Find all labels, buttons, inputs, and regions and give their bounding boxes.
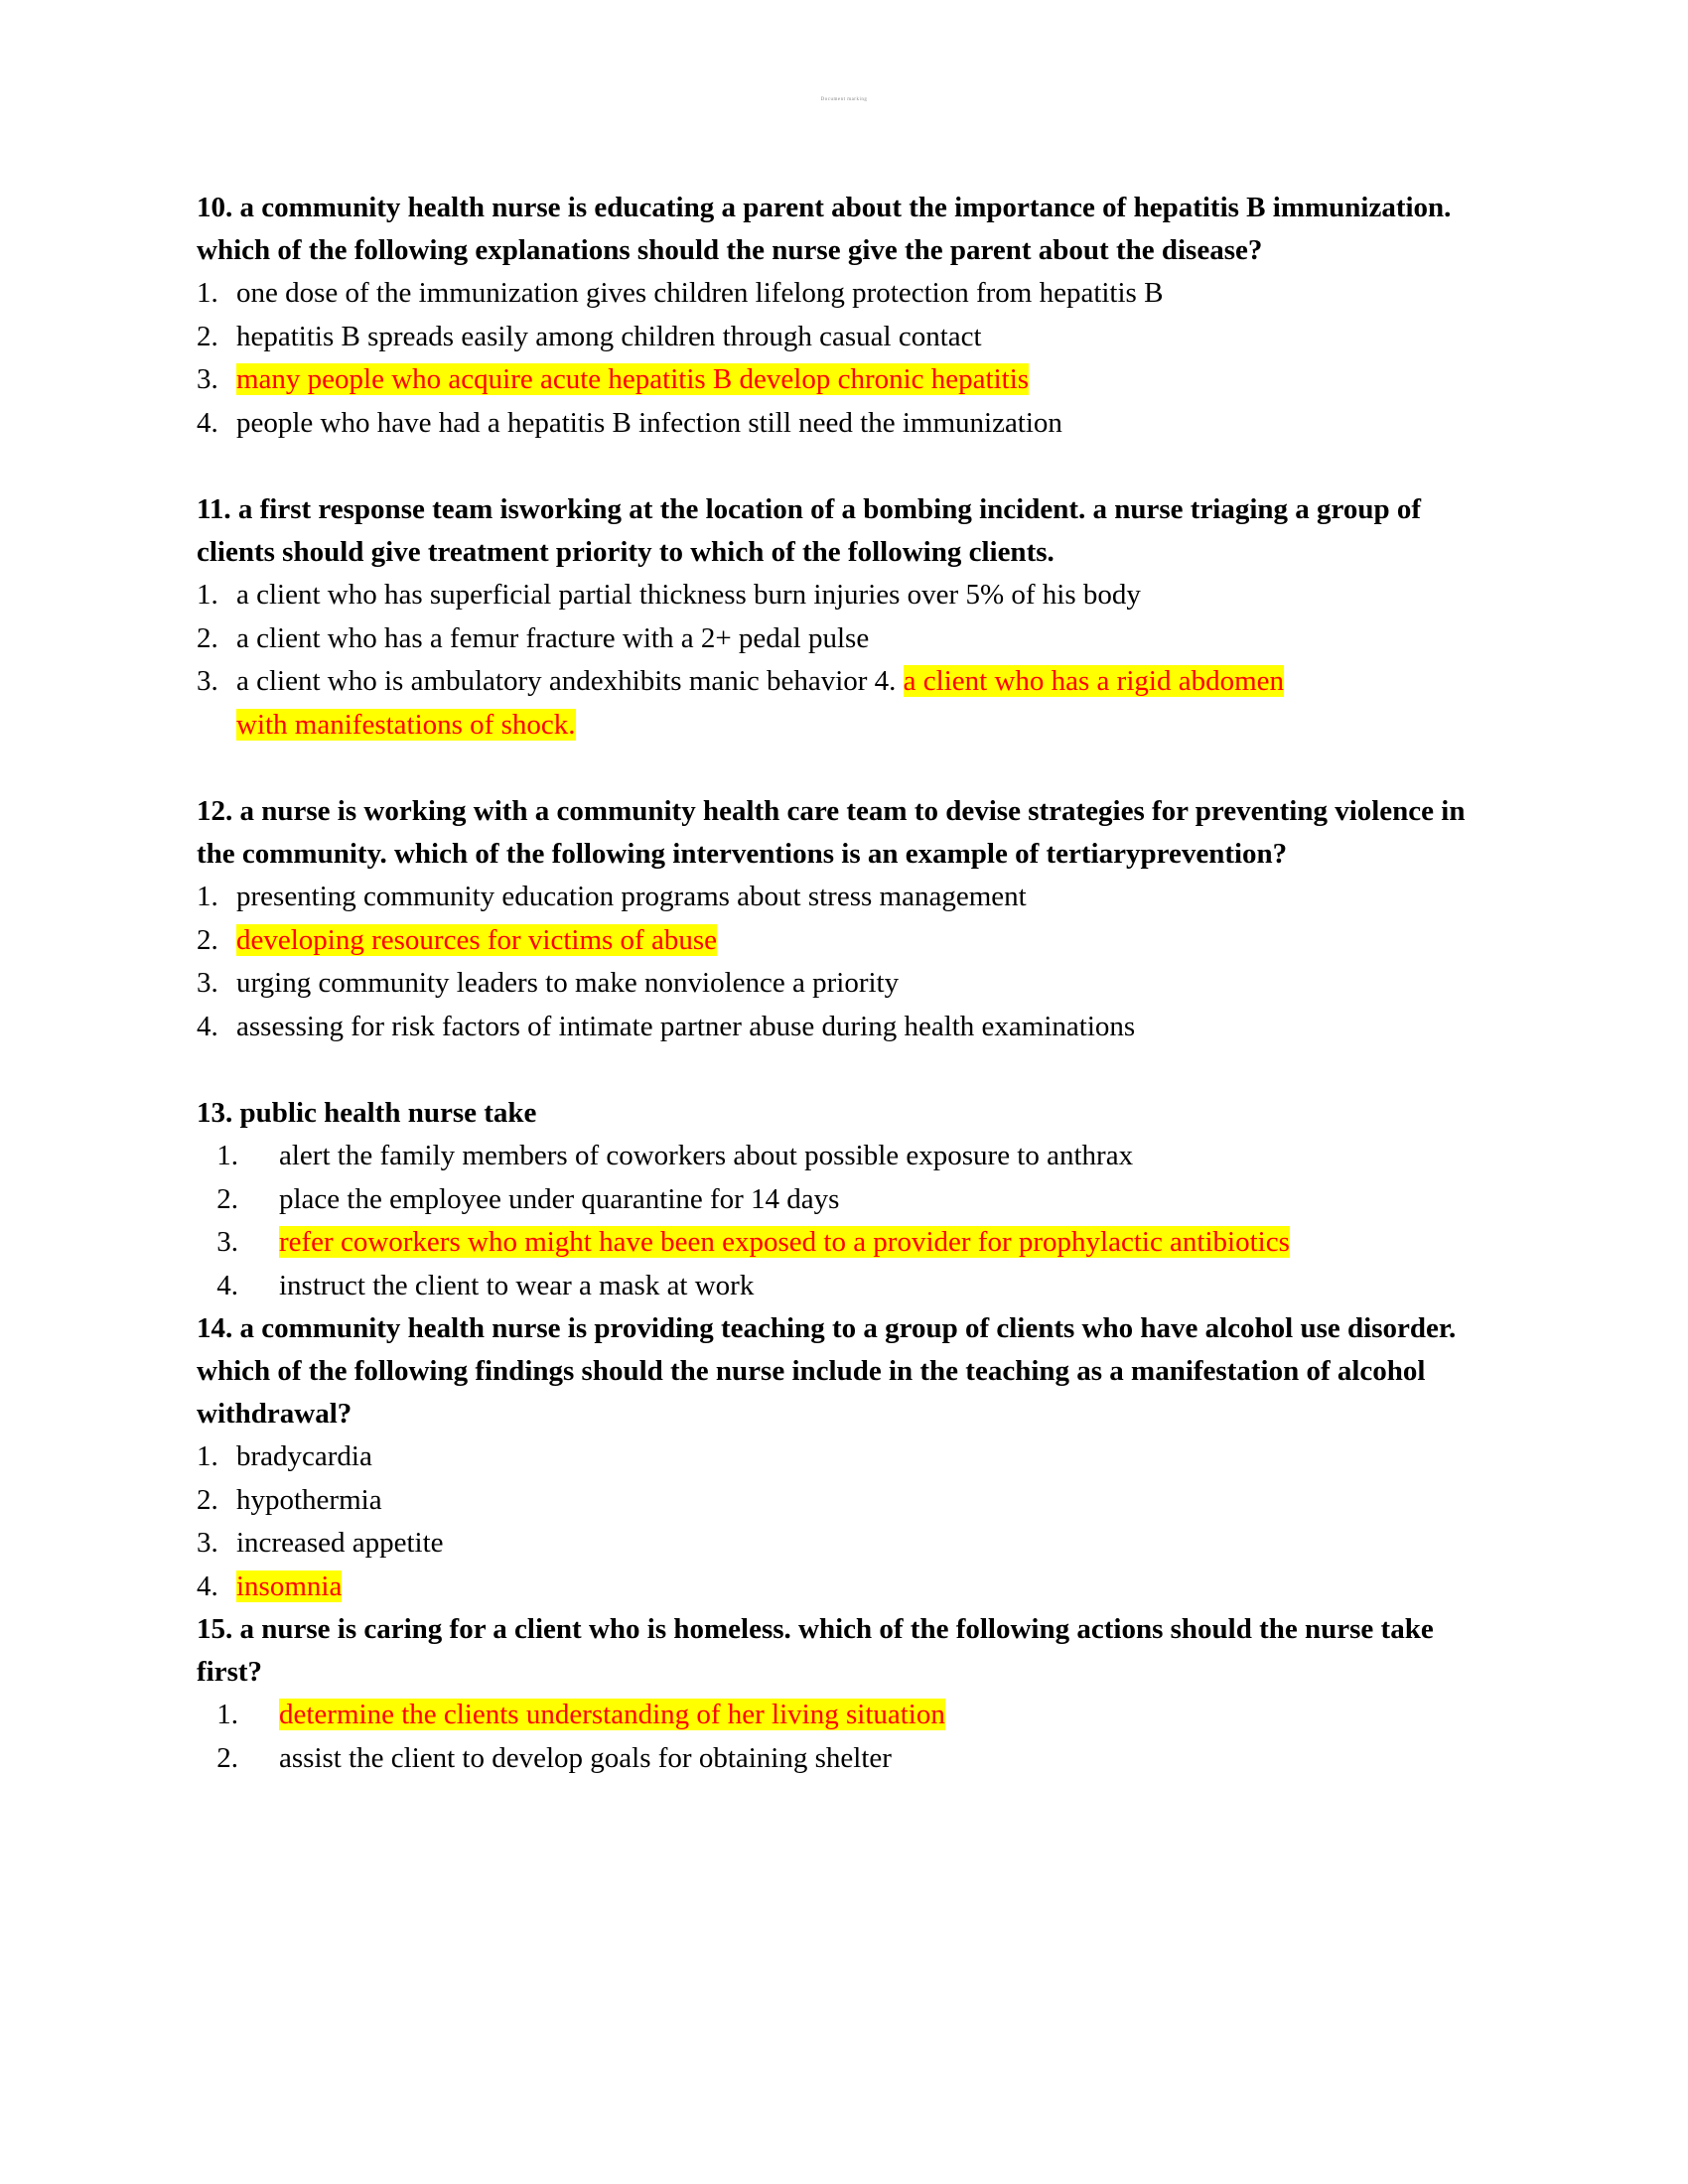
- question-13: [197, 1092, 1497, 1307]
- question-text: 10. a community health nurse is educating a parent about the importance of hepatitis B immunization. which of the following explanations should the nurse give the parent about the disease?: [197, 192, 1452, 266]
- option-item: 2. place the employee under quarantine for 14 days: [216, 1182, 840, 1215]
- highlighted-answer: insomnia: [236, 1570, 343, 1602]
- option-item: 2. a client who has a femur fracture with a 2+ pedal pulse: [197, 621, 870, 654]
- option-item: 1. presenting community education programs about stress management: [197, 881, 1027, 912]
- option-item: 4. assessing for risk factors of intimate partner abuse during health examinations: [197, 1010, 1136, 1042]
- question-10: [197, 187, 1497, 445]
- option-item-answer: 1. determine the clients understanding of her living situation: [216, 1699, 945, 1730]
- question-text: 13. public health nurse take: [197, 1097, 537, 1129]
- question-text: 12. a nurse is working with a community health care team to devise strategies for preventing violence in the community. which of the following interventions is an example of tertiaryprevention?: [197, 795, 1466, 870]
- option-item: 1. alert the family members of coworkers about possible exposure to anthrax: [216, 1140, 1134, 1171]
- question-11: [197, 488, 1497, 747]
- option-item: 3. increased appetite: [197, 1527, 444, 1559]
- option-item-answer: 3. many people who acquire acute hepatitis B develop chronic hepatitis: [197, 363, 1030, 395]
- document-body: [197, 187, 1497, 1780]
- highlighted-answer: many people who acquire acute hepatitis B develop chronic hepatitis: [236, 363, 1030, 395]
- question-15: [197, 1608, 1497, 1780]
- question-12: [197, 790, 1497, 1048]
- question-14: [197, 1307, 1497, 1608]
- option-item-answer: 3. refer coworkers who might have been exposed to a provider for prophylactic antibiotics: [216, 1226, 1290, 1258]
- highlighted-answer: a client who has a rigid abdomen: [903, 665, 1285, 697]
- option-item-answer: 2. developing resources for victims of abuse: [197, 923, 717, 956]
- page-header-mark: Document marking: [820, 97, 868, 102]
- option-item: 2. hypothermia: [197, 1483, 382, 1516]
- question-text: 14. a community health nurse is providing teaching to a group of clients who have alcohol use disorder. which of the following findings should the nurse include in the teaching as a manifestation of alcohol withdrawal?: [197, 1312, 1457, 1430]
- highlighted-answer: with manifestations of shock.: [236, 708, 576, 741]
- option-item: 1. one dose of the immunization gives children lifelong protection from hepatitis B: [197, 277, 1164, 309]
- question-text: 11. a first response team isworking at the location of a bombing incident. a nurse triaging a group of clients should give treatment priority to which of the following clients.: [197, 493, 1422, 568]
- highlighted-answer: refer coworkers who might have been exposed to a provider for prophylactic antibiotics: [279, 1226, 1290, 1258]
- highlighted-answer: determine the clients understanding of her living situation: [279, 1699, 945, 1730]
- option-item: 4. instruct the client to wear a mask at work: [216, 1269, 755, 1301]
- highlighted-answer: developing resources for victims of abuse: [236, 923, 717, 956]
- option-item: 1. bradycardia: [197, 1440, 372, 1472]
- option-item: 1. a client who has superficial partial thickness burn injuries over 5% of his body: [197, 579, 1141, 611]
- option-item-answer: 4. insomnia: [197, 1570, 343, 1602]
- option-item: 2. assist the client to develop goals for obtaining shelter: [216, 1741, 892, 1774]
- option-item: 4. people who have had a hepatitis B infection still need the immunization: [197, 406, 1062, 439]
- question-text: 15. a nurse is caring for a client who is homeless. which of the following actions should the nurse take first?: [197, 1613, 1434, 1688]
- option-item-answer: 3. a client who is ambulatory andexhibits manic behavior 4. a client who has a rigid abdomen with manifestations of shock.: [197, 665, 1285, 741]
- option-item: 3. urging community leaders to make nonviolence a priority: [197, 967, 900, 999]
- option-item: 2. hepatitis B spreads easily among children through casual contact: [197, 320, 982, 352]
